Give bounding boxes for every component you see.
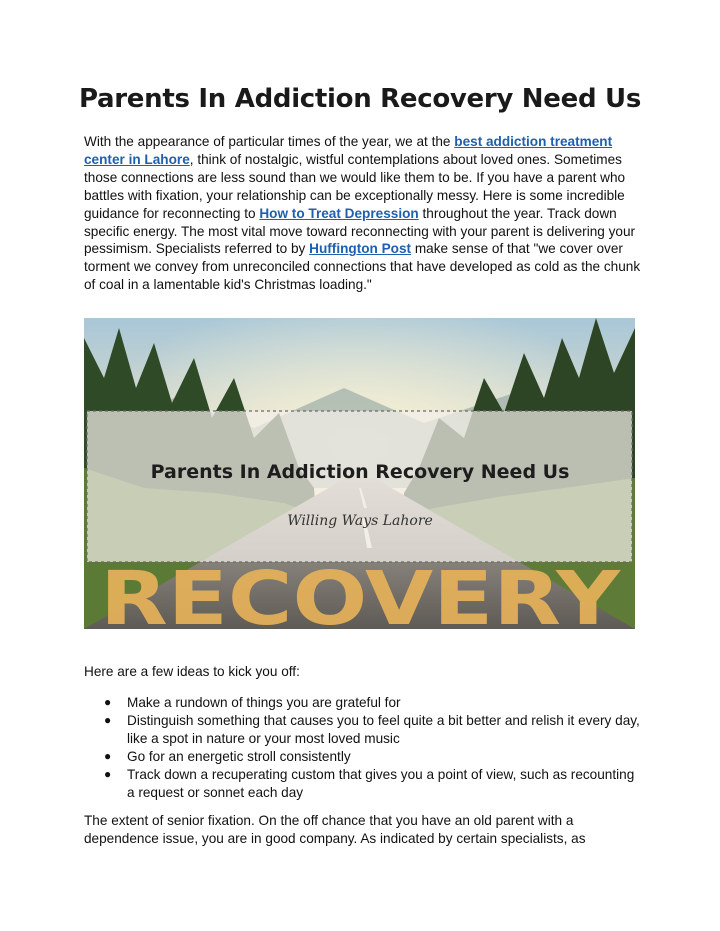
page-title: Parents In Addiction Recovery Need Us [78,84,641,114]
bullet-icon: ● [104,748,112,763]
list-item-text: Distinguish something that causes you to feel quite a bit better and relish it every day, like a spot in nature or your most loved music [127,712,640,746]
bullet-icon: ● [104,712,112,727]
ideas-list [84,694,644,801]
intro-paragraph [84,133,644,294]
bullet-icon: ● [104,766,112,781]
hero-image [84,318,635,629]
hero-banner-title: Parents In Addiction Recovery Need Us [150,461,570,483]
intro-text-4: make sense of that "we cover over torment we convey from unreconciled connections that have developed as cold as the chunk of coal in a lamentable kid's Christmas loading." [84,241,641,293]
link-huffington-post[interactable]: Huffington Post [309,241,412,257]
list-item-text: Go for an energetic stroll consistently [127,748,351,764]
list-item [84,694,644,712]
intro-text-3: throughout the year. Track down specific energy. The most vital move toward reconnecting with your parent is delivering your pessimism. Specialists referred to by [84,205,636,257]
list-item-text: Track down a recuperating custom that gives you a point of view, such as recounting a request or sonnet each day [127,766,635,800]
intro-text-1: With the appearance of particular times of the year, we at the [84,134,455,149]
hero-illustration [84,318,635,629]
hero-road-text: RECOVERY [100,556,622,629]
closing-paragraph: The extent of senior fixation. On the off chance that you have an old parent with a dependence issue, you are in good company. As indicated by certain specialists, as [84,813,586,846]
link-addiction-treatment-center[interactable]: best addiction treatment center in Lahore [84,134,613,167]
link-how-to-treat-depression[interactable]: How to Treat Depression [259,205,419,221]
list-item [84,766,644,802]
ideas-intro: Here are a few ideas to kick you off: [84,664,300,679]
intro-text-2: , think of nostalgic, wistful contemplations about loved ones. Sometimes those connections are less sound than we would like them to be. If you have a parent who battles with fixation, your relationship can be exceptionally messy. Here is some incredible guidance for reconnecting to [84,151,626,221]
list-item [84,748,644,766]
list-item-text: Make a rundown of things you are grateful for [127,695,401,710]
hero-signature: Willing Ways Lahore [287,513,433,529]
bullet-icon: ● [104,695,112,709]
list-item [84,712,644,748]
